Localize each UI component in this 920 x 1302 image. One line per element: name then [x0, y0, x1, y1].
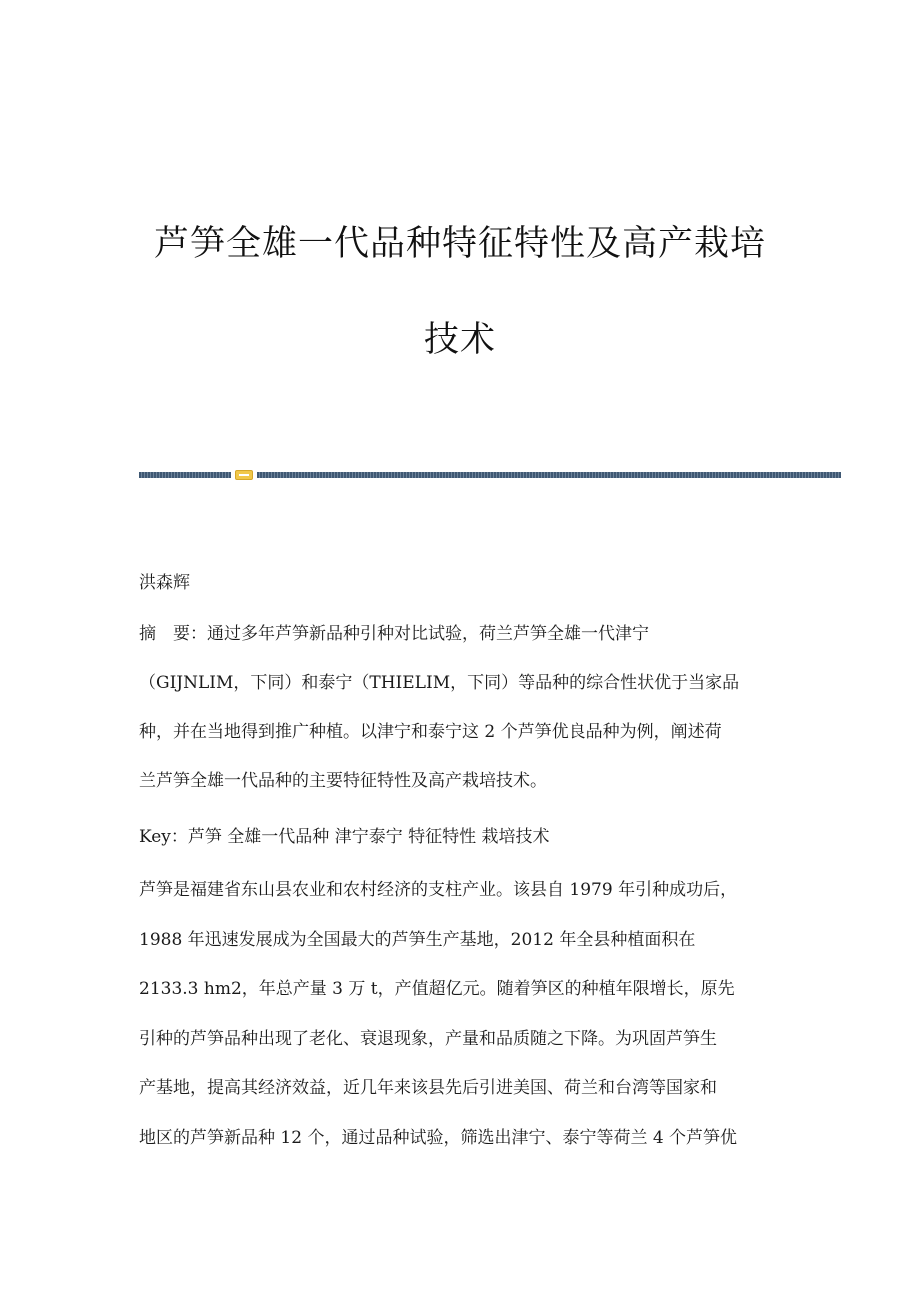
abstract-line: 摘 要：通过多年芦笋新品种引种对比试验，荷兰芦笋全雄一代津宁 — [139, 624, 649, 644]
body-line: 引种的芦笋品种出现了老化、衰退现象，产量和品质随之下降。为巩固芦笋生 — [139, 1028, 717, 1049]
document-title-line-2: 技术 — [423, 320, 496, 360]
author-name: 洪森辉 — [139, 573, 190, 593]
body-paragraph — [139, 866, 789, 1163]
divider-bar-right — [257, 472, 841, 478]
keywords-line: Key：芦笋 全雄一代品种 津宁泰宁 特征特性 栽培技术 — [139, 827, 550, 847]
abstract-line: 种，并在当地得到推广种植。以津宁和泰宁这 2 个芦笋优良品种为例，阐述荷 — [139, 722, 722, 742]
body-line: 2133.3 hm2，年总产量 3 万 t，产值超亿元。随着笋区的种植年限增长，原先 — [139, 979, 735, 999]
body-line: 芦笋是福建省东山县农业和农村经济的支柱产业。该县自 1979 年引种成功后， — [139, 880, 738, 900]
abstract-line: （GIJNLIM，下同）和泰宁（THIELIM，下同）等品种的综合性状优于当家品 — [139, 673, 740, 693]
abstract-paragraph — [139, 610, 789, 806]
body-line: 产基地，提高其经济效益，近几年来该县先后引进美国、荷兰和台湾等国家和 — [139, 1078, 717, 1098]
title-divider — [139, 470, 841, 480]
body-line: 1988 年迅速发展成为全国最大的芦笋生产基地，2012 年全县种植面积在 — [139, 929, 696, 950]
abstract-line: 兰芦笋全雄一代品种的主要特征特性及高产栽培技术。 — [139, 771, 547, 791]
body-line: 地区的芦笋新品种 12 个，通过品种试验，筛选出津宁、泰宁等荷兰 4 个芦笋优 — [139, 1127, 738, 1148]
document-title-line-1: 芦笋全雄一代品种特征特性及高产栽培 — [153, 224, 766, 264]
divider-ornament-icon — [235, 470, 253, 480]
divider-bar-left — [139, 472, 231, 478]
